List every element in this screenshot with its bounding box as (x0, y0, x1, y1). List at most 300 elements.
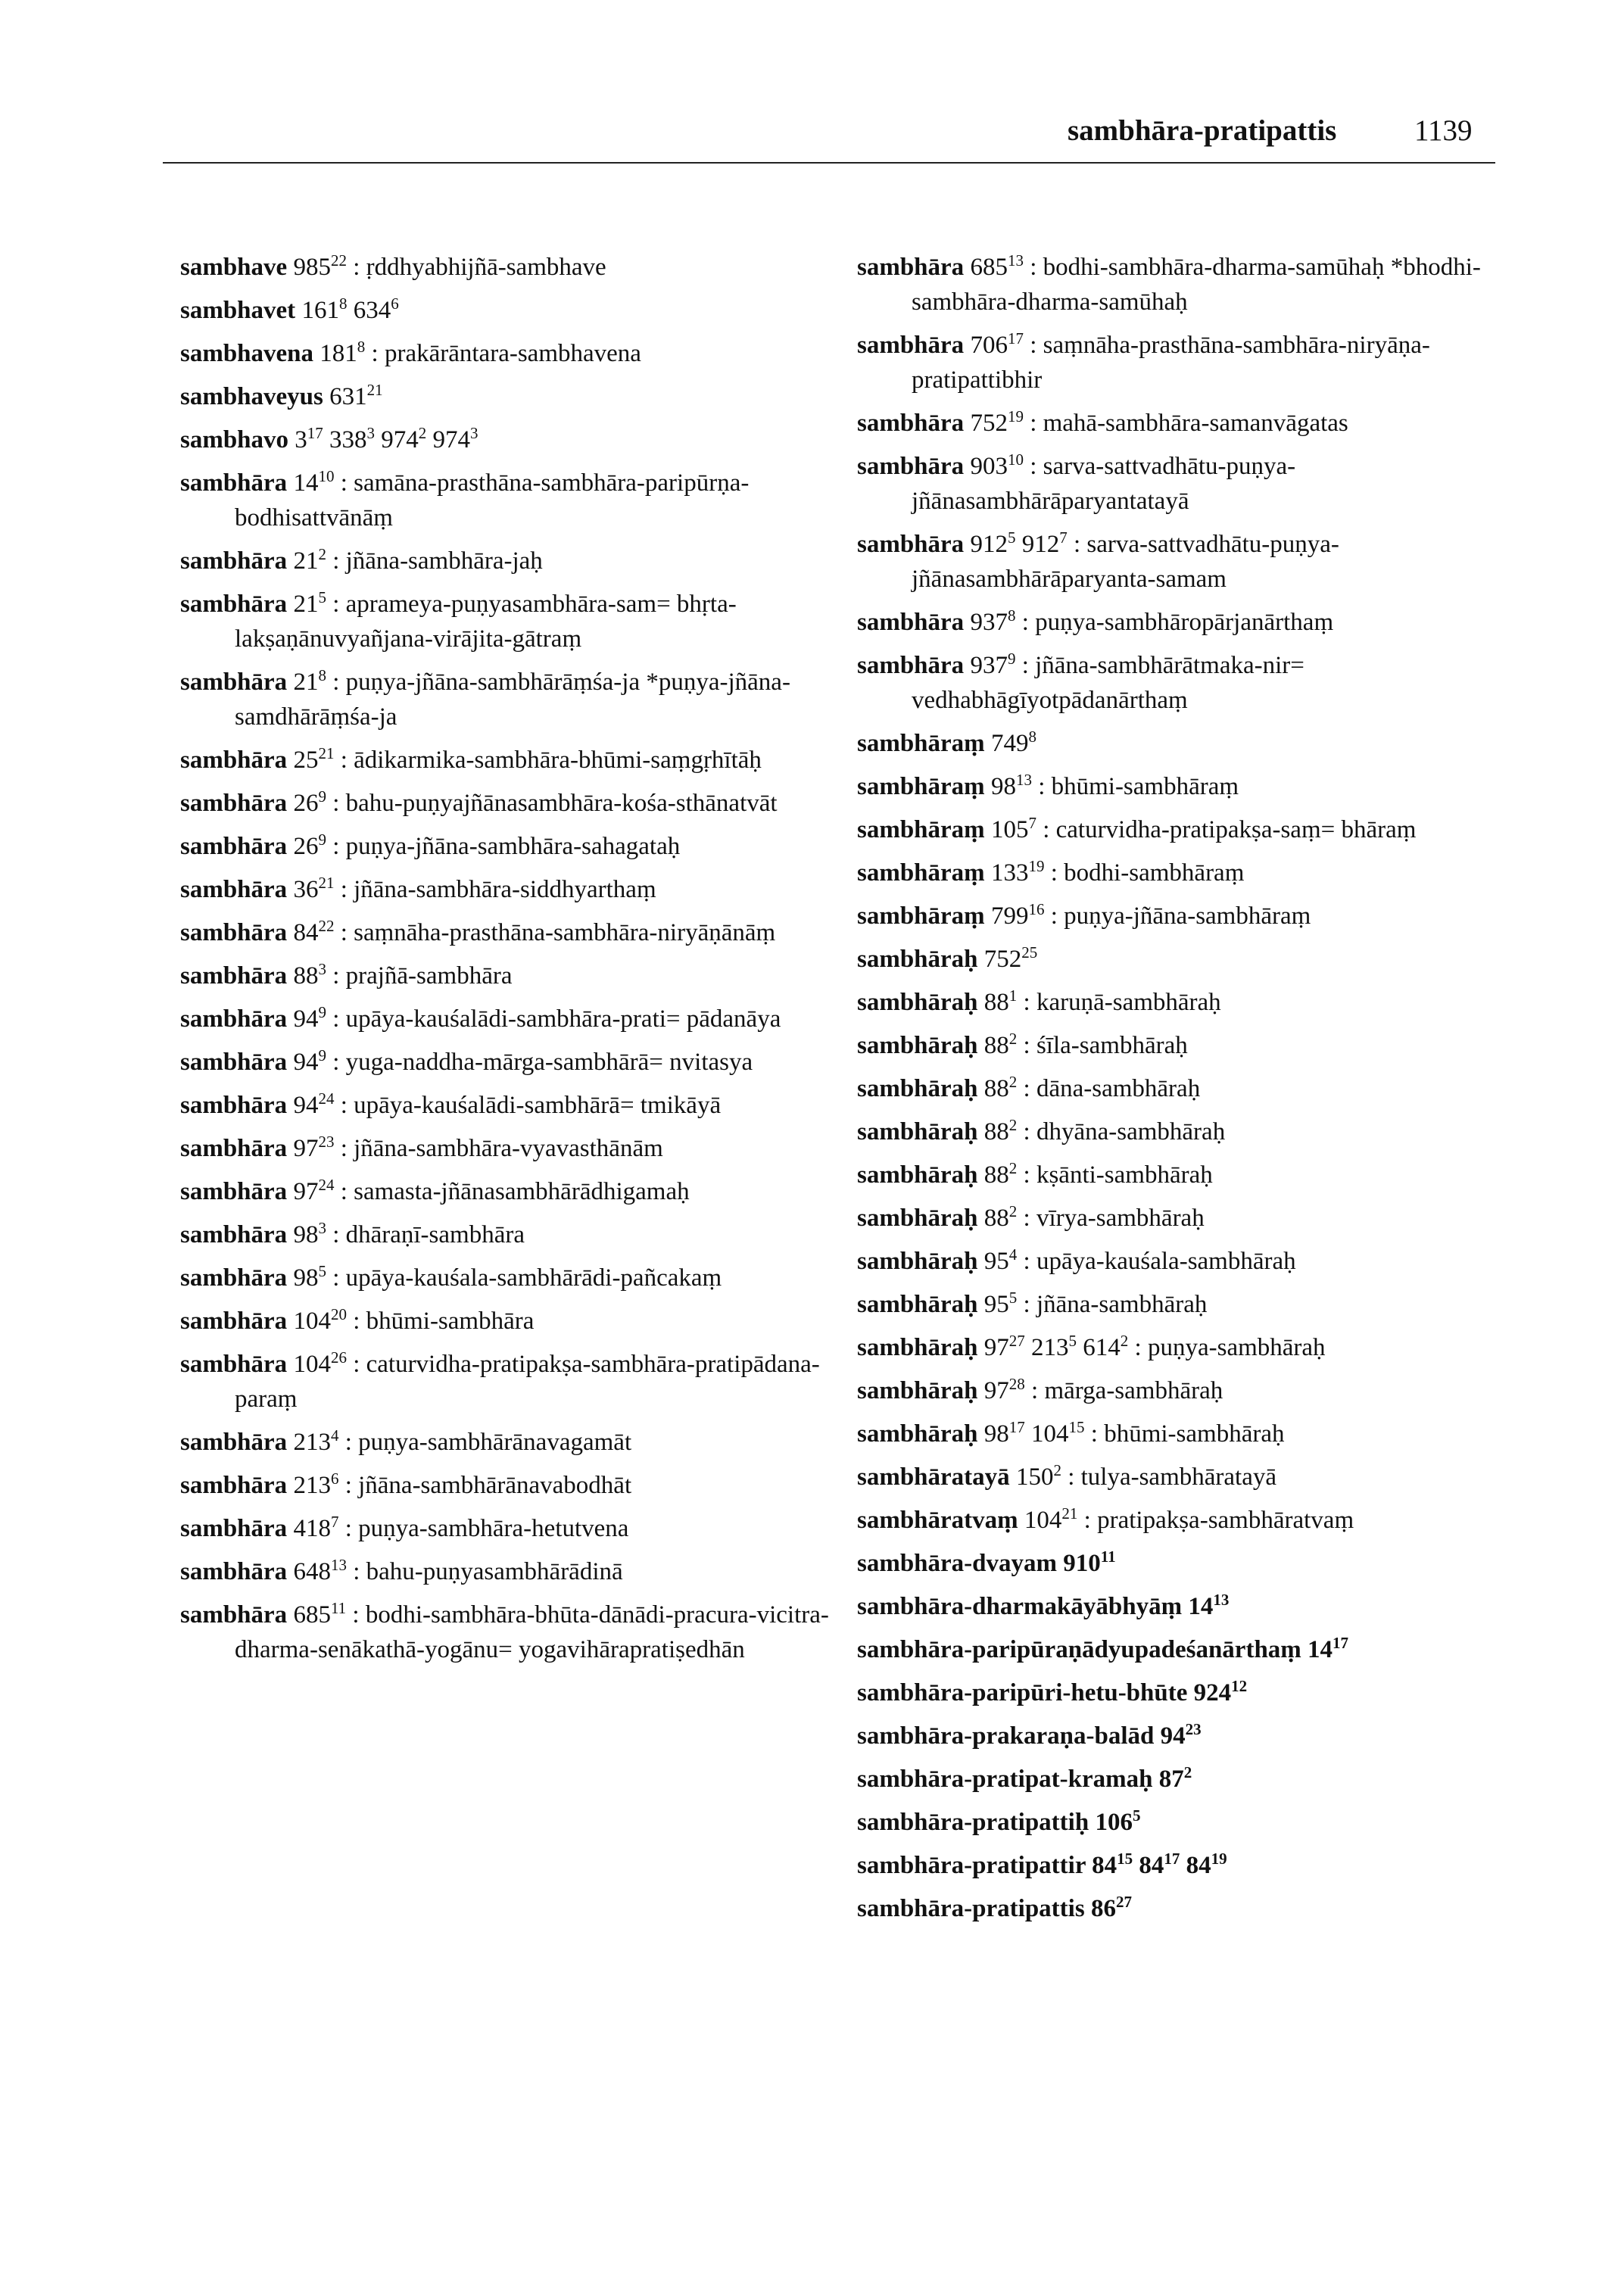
entry-headword: sambhāraṃ (857, 773, 985, 800)
ref-line: 15 (1068, 1418, 1085, 1436)
ref-page: 924 (1193, 1679, 1232, 1706)
entry-gloss: : vīrya-sambhāraḥ (1017, 1205, 1205, 1232)
entry-gloss: : ṛddhyabhijñā-sambhave (346, 254, 606, 281)
entry-gloss: : samāna-prasthāna-sambhāra-paripūrṇa-bodhisattvānāṃ (235, 469, 750, 531)
index-entry (857, 856, 1523, 890)
index-entry (180, 872, 846, 907)
ref-page: 974 (381, 426, 419, 454)
ref-line: 10 (1007, 450, 1024, 469)
index-entry (180, 293, 846, 328)
ref-page: 21 (293, 591, 319, 618)
index-entry (857, 1158, 1523, 1192)
ref-line: 20 (330, 1305, 347, 1323)
entry-gloss: : mārga-sambhāraḥ (1024, 1377, 1223, 1404)
ref-page: 213 (293, 1472, 331, 1499)
index-entry (180, 587, 846, 656)
ref-page: 14 (293, 469, 319, 497)
index-entry (857, 527, 1523, 597)
entry-gloss: : caturvidha-pratipakṣa-sambhāra-pratipādana-paraṃ (235, 1351, 820, 1413)
entry-headword: sambhāra (180, 962, 288, 990)
ref-line: 17 (1008, 1418, 1025, 1436)
ref-page: 87 (1158, 1766, 1184, 1793)
entry-gloss: : puṇya-sambhāropārjanārthaṃ (1015, 609, 1334, 636)
ref-page: 937 (970, 609, 1008, 636)
entry-headword: sambhāra-pratipattiḥ (857, 1809, 1089, 1836)
ref-page: 84 (293, 919, 319, 946)
ref-line: 26 (330, 1348, 347, 1367)
entry-headword: sambhāra (180, 790, 288, 817)
entry-gloss: : puṇya-jñāna-sambhāraṃ (1044, 902, 1311, 930)
ref-page: 3 (295, 426, 307, 454)
ref-page: 94 (293, 1005, 319, 1033)
entry-headword: sambhāra (180, 1515, 288, 1542)
index-entry (857, 328, 1523, 397)
index-entry (857, 1891, 1523, 1926)
ref-page: 98 (990, 773, 1016, 800)
ref-line: 5 (1007, 528, 1016, 547)
entry-gloss: : jñāna-sambhāraḥ (1017, 1291, 1208, 1318)
index-entry (180, 1045, 846, 1080)
ref-page: 14 (1188, 1593, 1214, 1620)
ref-page: 213 (293, 1429, 331, 1456)
entry-gloss: : sarva-sattvadhātu-puṇya-jñānasambhārāparyanta-samam (912, 531, 1339, 593)
entry-gloss: : upāya-kauśalādi-sambhārā= tmikāyā (334, 1092, 722, 1119)
entry-headword: sambhāra (857, 332, 965, 359)
entry-headword: sambhāraḥ (857, 1248, 978, 1275)
index-entry (857, 942, 1523, 977)
ref-page: 912 (1021, 531, 1060, 558)
ref-page: 903 (970, 453, 1008, 480)
ref-page: 752 (970, 410, 1008, 437)
index-entry (857, 605, 1523, 640)
entry-headword: sambhāraḥ (857, 1291, 978, 1318)
ref-line: 2 (318, 545, 326, 563)
ref-line: 27 (1008, 1332, 1025, 1350)
ref-line: 21 (366, 381, 383, 399)
index-entry (857, 1632, 1523, 1667)
right-column (857, 250, 1523, 1934)
left-column (180, 250, 846, 1675)
entry-gloss: : sarva-sattvadhātu-puṇya-jñānasambhārāparyantatayā (912, 453, 1296, 515)
entry-headword: sambhave (180, 254, 288, 281)
ref-line: 11 (1100, 1548, 1116, 1566)
ref-line: 2 (1008, 1202, 1018, 1220)
index-entry (180, 1511, 846, 1546)
ref-line: 22 (318, 917, 335, 935)
ref-page: 104 (1024, 1507, 1062, 1534)
ref-line: 17 (1007, 329, 1024, 348)
entry-headword: sambhāra (857, 254, 965, 281)
entry-headword: sambhāra (180, 591, 288, 618)
index-entry (180, 466, 846, 535)
ref-page: 133 (990, 859, 1029, 887)
ref-line: 3 (366, 424, 376, 442)
ref-line: 2 (418, 424, 427, 442)
index-entry (857, 1460, 1523, 1495)
entry-gloss: : bahu-puṇyasambhārādinā (346, 1558, 623, 1585)
entry-headword: sambhāraḥ (857, 1118, 978, 1145)
entry-headword: sambhāra (180, 1221, 288, 1248)
entry-gloss: : prajñā-sambhāra (326, 962, 513, 990)
index-entry (857, 1114, 1523, 1149)
ref-page: 97 (293, 1135, 319, 1162)
entry-headword: sambhāraṃ (857, 902, 985, 930)
ref-page: 338 (329, 426, 367, 454)
ref-line: 17 (1164, 1850, 1180, 1868)
ref-page: 104 (293, 1351, 331, 1378)
ref-page: 88 (983, 1075, 1009, 1102)
ref-line: 9 (1007, 650, 1016, 668)
ref-page: 213 (1031, 1334, 1069, 1361)
entry-headword: sambhāraḥ (857, 1161, 978, 1189)
ref-line: 23 (1185, 1720, 1202, 1738)
entry-headword: sambhāra (180, 1472, 288, 1499)
ref-line: 9 (318, 1003, 326, 1021)
entry-gloss: : karuṇā-sambhāraḥ (1017, 989, 1221, 1016)
entry-headword: sambhāra (180, 746, 288, 774)
ref-line: 10 (318, 467, 335, 485)
ref-line: 7 (1059, 528, 1068, 547)
ref-page: 631 (329, 383, 367, 410)
ref-page: 418 (293, 1515, 331, 1542)
entry-gloss: : upāya-kauśala-sambhārādi-pañcakaṃ (326, 1264, 722, 1292)
ref-line: 5 (318, 588, 326, 606)
entry-headword: sambhāraḥ (857, 946, 978, 973)
entry-headword: sambhāra-dharmakāyābhyāṃ (857, 1593, 1183, 1620)
ref-page: 910 (1063, 1550, 1101, 1577)
index-entry (857, 1373, 1523, 1408)
ref-page: 974 (432, 426, 471, 454)
entry-headword: sambhāraṃ (857, 859, 985, 887)
ref-line: 4 (1008, 1245, 1018, 1264)
index-entry (857, 1675, 1523, 1710)
entry-gloss: : aprameya-puṇyasambhāra-sam= bhṛta-lakṣaṇānuvyañjana-virājita-gātraṃ (235, 591, 737, 653)
ref-line: 8 (1007, 606, 1016, 625)
entry-gloss: : saṃnāha-prasthāna-sambhāra-niryāṇa-pratipattibhir (912, 332, 1430, 394)
index-entry (857, 1071, 1523, 1106)
entry-gloss: : jñāna-sambhārānavabodhāt (338, 1472, 632, 1499)
ref-line: 25 (1021, 943, 1038, 962)
entry-gloss: : dāna-sambhāraḥ (1017, 1075, 1201, 1102)
ref-line: 2 (1120, 1332, 1129, 1350)
ref-page: 752 (983, 946, 1022, 973)
entry-headword: sambhavet (180, 297, 296, 324)
ref-page: 88 (983, 1118, 1009, 1145)
ref-page: 95 (983, 1248, 1009, 1275)
entry-gloss: : puṇya-sambhāraḥ (1128, 1334, 1326, 1361)
entry-headword: sambhāra (180, 876, 288, 903)
entry-gloss: : jñāna-sambhāra-siddhyarthaṃ (334, 876, 656, 903)
entry-headword: sambhāra (180, 1005, 288, 1033)
entry-gloss: : puṇya-jñāna-sambhāra-sahagataḥ (326, 833, 681, 860)
ref-line: 13 (1015, 771, 1032, 789)
index-entry (857, 1848, 1523, 1883)
running-header (0, 114, 1624, 159)
ref-line: 21 (318, 744, 335, 762)
entry-gloss: : prakārāntara-sambhavena (365, 340, 641, 367)
ref-page: 88 (983, 989, 1009, 1016)
ref-page: 88 (983, 1161, 1009, 1189)
index-entry (857, 1546, 1523, 1581)
ref-line: 28 (1008, 1375, 1025, 1393)
entry-headword: sambhāraḥ (857, 1420, 978, 1448)
index-entry (857, 1201, 1523, 1236)
entry-gloss: : bodhi-sambhāra-dharma-samūhaḥ *bhodhi-sambhāra-dharma-samūhaḥ (912, 254, 1481, 316)
index-entry (857, 1503, 1523, 1538)
ref-line: 3 (470, 424, 478, 442)
ref-line: 12 (1231, 1677, 1248, 1695)
ref-line: 7 (330, 1513, 339, 1531)
index-entry (857, 1287, 1523, 1322)
ref-line: 19 (1007, 407, 1024, 425)
entry-headword: sambhāra (180, 1264, 288, 1292)
index-entry (180, 1002, 846, 1036)
entry-headword: sambhāra (180, 1092, 288, 1119)
ref-page: 912 (970, 531, 1008, 558)
ref-line: 7 (1028, 814, 1036, 832)
entry-gloss: : puṇya-sambhāra-hetutvena (338, 1515, 629, 1542)
ref-page: 21 (293, 547, 319, 575)
ref-line: 4 (330, 1426, 339, 1445)
ref-page: 799 (990, 902, 1029, 930)
ref-line: 16 (1028, 900, 1045, 918)
entry-headword: sambhāra (180, 547, 288, 575)
entry-gloss: : upāya-kauśalādi-sambhāra-prati= pādanāya (326, 1005, 781, 1033)
ref-line: 9 (318, 1046, 326, 1064)
entry-gloss: : bodhi-sambhāra-bhūta-dānādi-pracura-vicitra-dharma-senākathā-yogānu= yogavihārapratiṣedhān (235, 1601, 829, 1663)
ref-page: 985 (293, 254, 331, 281)
ref-line: 22 (330, 251, 347, 270)
index-entry (180, 1304, 846, 1339)
entry-headword: sambhāra (857, 410, 965, 437)
ref-line: 13 (1007, 251, 1024, 270)
entry-headword: sambhāra (180, 1135, 288, 1162)
ref-line: 3 (318, 960, 326, 978)
ref-line: 5 (1008, 1289, 1018, 1307)
ref-line: 5 (1068, 1332, 1077, 1350)
entry-headword: sambhāra-paripūraṇādyupadeśanārthaṃ (857, 1636, 1301, 1663)
index-entry (180, 544, 846, 578)
ref-page: 105 (990, 816, 1029, 843)
entry-headword: sambhāraṃ (857, 730, 985, 757)
ref-page: 21 (293, 669, 319, 696)
ref-page: 25 (293, 746, 319, 774)
index-entry (180, 1174, 846, 1209)
ref-line: 24 (318, 1176, 335, 1194)
ref-page: 95 (983, 1291, 1009, 1318)
entry-headword: sambhāra-paripūri-hetu-bhūte (857, 1679, 1188, 1706)
entry-headword: sambhāra (857, 609, 965, 636)
ref-line: 2 (1008, 1030, 1018, 1048)
index-entry (857, 812, 1523, 847)
ref-line: 17 (307, 424, 323, 442)
entry-gloss: : pratipakṣa-sambhāratvaṃ (1077, 1507, 1354, 1534)
ref-line: 2 (1008, 1073, 1018, 1091)
ref-page: 614 (1083, 1334, 1121, 1361)
entry-gloss: : mahā-sambhāra-samanvāgatas (1023, 410, 1348, 437)
index-entry (857, 985, 1523, 1020)
header-rule (163, 162, 1495, 164)
index-entry (857, 1805, 1523, 1840)
page-number: 1139 (1414, 114, 1473, 147)
index-entry (857, 1244, 1523, 1279)
ref-line: 3 (318, 1219, 326, 1237)
entry-headword: sambhāraṃ (857, 816, 985, 843)
entry-headword: sambhāraḥ (857, 989, 978, 1016)
entry-gloss: : jñāna-sambhāra-vyavasthānām (334, 1135, 663, 1162)
entry-gloss: : kṣānti-sambhāraḥ (1017, 1161, 1213, 1189)
ref-page: 97 (983, 1377, 1009, 1404)
ref-line: 19 (1028, 857, 1045, 875)
index-entry (180, 250, 846, 285)
index-entry (857, 406, 1523, 441)
entry-headword: sambhāra-dvayam (857, 1550, 1058, 1577)
index-entry (180, 958, 846, 993)
entry-headword: sambhāra (180, 833, 288, 860)
entry-headword: sambhāra (857, 453, 965, 480)
ref-page: 104 (293, 1308, 331, 1335)
ref-page: 26 (293, 833, 319, 860)
index-entry (180, 829, 846, 864)
entry-gloss: : tulya-sambhāratayā (1061, 1463, 1276, 1491)
ref-line: 19 (1211, 1850, 1227, 1868)
entry-headword: sambhāra (857, 531, 965, 558)
entry-gloss: : dhāraṇī-sambhāra (326, 1221, 525, 1248)
index-entry (180, 379, 846, 414)
index-entry (857, 1589, 1523, 1624)
index-entry (857, 1330, 1523, 1365)
entry-headword: sambhāraḥ (857, 1377, 978, 1404)
ref-line: 13 (330, 1556, 347, 1574)
ref-page: 88 (983, 1032, 1009, 1059)
entry-headword: sambhaveyus (180, 383, 323, 410)
entry-headword: sambhāra (180, 1049, 288, 1076)
ref-page: 88 (983, 1205, 1009, 1232)
ref-line: 8 (318, 666, 326, 684)
entry-gloss: : bhūmi-sambhāra (346, 1308, 535, 1335)
ref-line: 9 (318, 787, 326, 806)
entry-gloss: : bhūmi-sambhāraṃ (1031, 773, 1239, 800)
ref-page: 88 (293, 962, 319, 990)
ref-page: 634 (353, 297, 391, 324)
ref-page: 685 (293, 1601, 331, 1629)
index-entry (180, 1131, 846, 1166)
entry-headword: sambhāraḥ (857, 1334, 978, 1361)
index-entry (857, 250, 1523, 319)
entry-headword: sambhāra (857, 652, 965, 679)
entry-headword: sambhāra-pratipattis (857, 1895, 1085, 1922)
index-entry (180, 1261, 846, 1295)
index-entry (180, 1597, 846, 1667)
index-entry (857, 1719, 1523, 1753)
ref-line: 15 (1117, 1850, 1133, 1868)
index-entry (857, 1028, 1523, 1063)
entry-headword: sambhāra (180, 1601, 288, 1629)
ref-page: 161 (301, 297, 339, 324)
ref-page: 84 (1186, 1852, 1211, 1879)
ref-line: 5 (318, 1262, 326, 1280)
index-entry (857, 648, 1523, 718)
entry-gloss: : śīla-sambhāraḥ (1017, 1032, 1188, 1059)
ref-page: 36 (293, 876, 319, 903)
entry-gloss: : jñāna-sambhāra-jaḥ (326, 547, 543, 575)
ref-line: 11 (330, 1599, 347, 1617)
entry-headword: sambhāraḥ (857, 1075, 978, 1102)
ref-page: 106 (1095, 1809, 1133, 1836)
ref-line: 24 (318, 1089, 335, 1108)
index-entry (857, 899, 1523, 933)
ref-line: 2 (1183, 1763, 1192, 1781)
entry-headword: sambhāraḥ (857, 1205, 978, 1232)
ref-line: 21 (1061, 1504, 1078, 1523)
index-entry (180, 1468, 846, 1503)
ref-line: 27 (1115, 1893, 1132, 1911)
ref-page: 86 (1090, 1895, 1116, 1922)
ref-page: 150 (1015, 1463, 1054, 1491)
entry-headword: sambhāraḥ (857, 1032, 978, 1059)
entry-gloss: : saṃnāha-prasthāna-sambhāra-niryāṇānāṃ (334, 919, 776, 946)
entry-gloss: : bhūmi-sambhāraḥ (1084, 1420, 1285, 1448)
ref-page: 14 (1308, 1636, 1333, 1663)
index-entry (180, 336, 846, 371)
index-entry (180, 743, 846, 778)
index-entry (857, 449, 1523, 519)
ref-line: 6 (330, 1470, 339, 1488)
ref-page: 94 (293, 1049, 319, 1076)
entry-gloss: : dhyāna-sambhāraḥ (1017, 1118, 1226, 1145)
entry-headword: sambhāra (180, 1351, 288, 1378)
ref-page: 648 (293, 1558, 331, 1585)
ref-page: 97 (293, 1178, 319, 1205)
entry-headword: sambhāra (180, 919, 288, 946)
entry-gloss: : yuga-naddha-mārga-sambhārā= nvitasya (326, 1049, 753, 1076)
entry-headword: sambhāra (180, 469, 288, 497)
entry-gloss: : puṇya-jñāna-sambhārāṃśa-ja *puṇya-jñāna-samdhārāṃśa-ja (235, 669, 790, 731)
index-entry (857, 1762, 1523, 1797)
ref-line: 21 (318, 874, 335, 892)
entry-headword: sambhavo (180, 426, 289, 454)
entry-headword: sambhāra (180, 1558, 288, 1585)
ref-page: 84 (1139, 1852, 1164, 1879)
ref-page: 94 (1160, 1722, 1186, 1750)
entry-headword: sambhāratayā (857, 1463, 1010, 1491)
entry-gloss: : caturvidha-pratipakṣa-saṃ= bhāraṃ (1036, 816, 1417, 843)
running-title: sambhāra-pratipattis (1068, 114, 1337, 147)
index-entry (180, 665, 846, 734)
ref-page: 181 (320, 340, 357, 367)
entry-gloss: : samasta-jñānasambhārādhigamaḥ (334, 1178, 690, 1205)
entry-headword: sambhāra-prakaraṇa-balād (857, 1722, 1155, 1750)
index-entry (180, 1347, 846, 1417)
index-entry (180, 422, 846, 457)
ref-line: 8 (1028, 728, 1036, 746)
ref-page: 685 (970, 254, 1008, 281)
index-entry (180, 1217, 846, 1252)
index-entry (180, 1554, 846, 1589)
ref-line: 1 (1008, 986, 1018, 1005)
entry-headword: sambhāra (180, 1429, 288, 1456)
ref-line: 6 (391, 295, 399, 313)
index-entry (180, 1088, 846, 1123)
entry-headword: sambhāra-pratipattir (857, 1852, 1086, 1879)
index-entry (857, 1417, 1523, 1451)
ref-page: 26 (293, 790, 319, 817)
entry-gloss: : bahu-puṇyajñānasambhāra-kośa-sthānatvāt (326, 790, 778, 817)
entry-gloss: : jñāna-sambhārātmaka-nir= vedhabhāgīyotpādanārthaṃ (912, 652, 1304, 714)
entry-headword: sambhāratvaṃ (857, 1507, 1018, 1534)
ref-line: 13 (1213, 1591, 1230, 1609)
ref-line: 23 (318, 1133, 335, 1151)
